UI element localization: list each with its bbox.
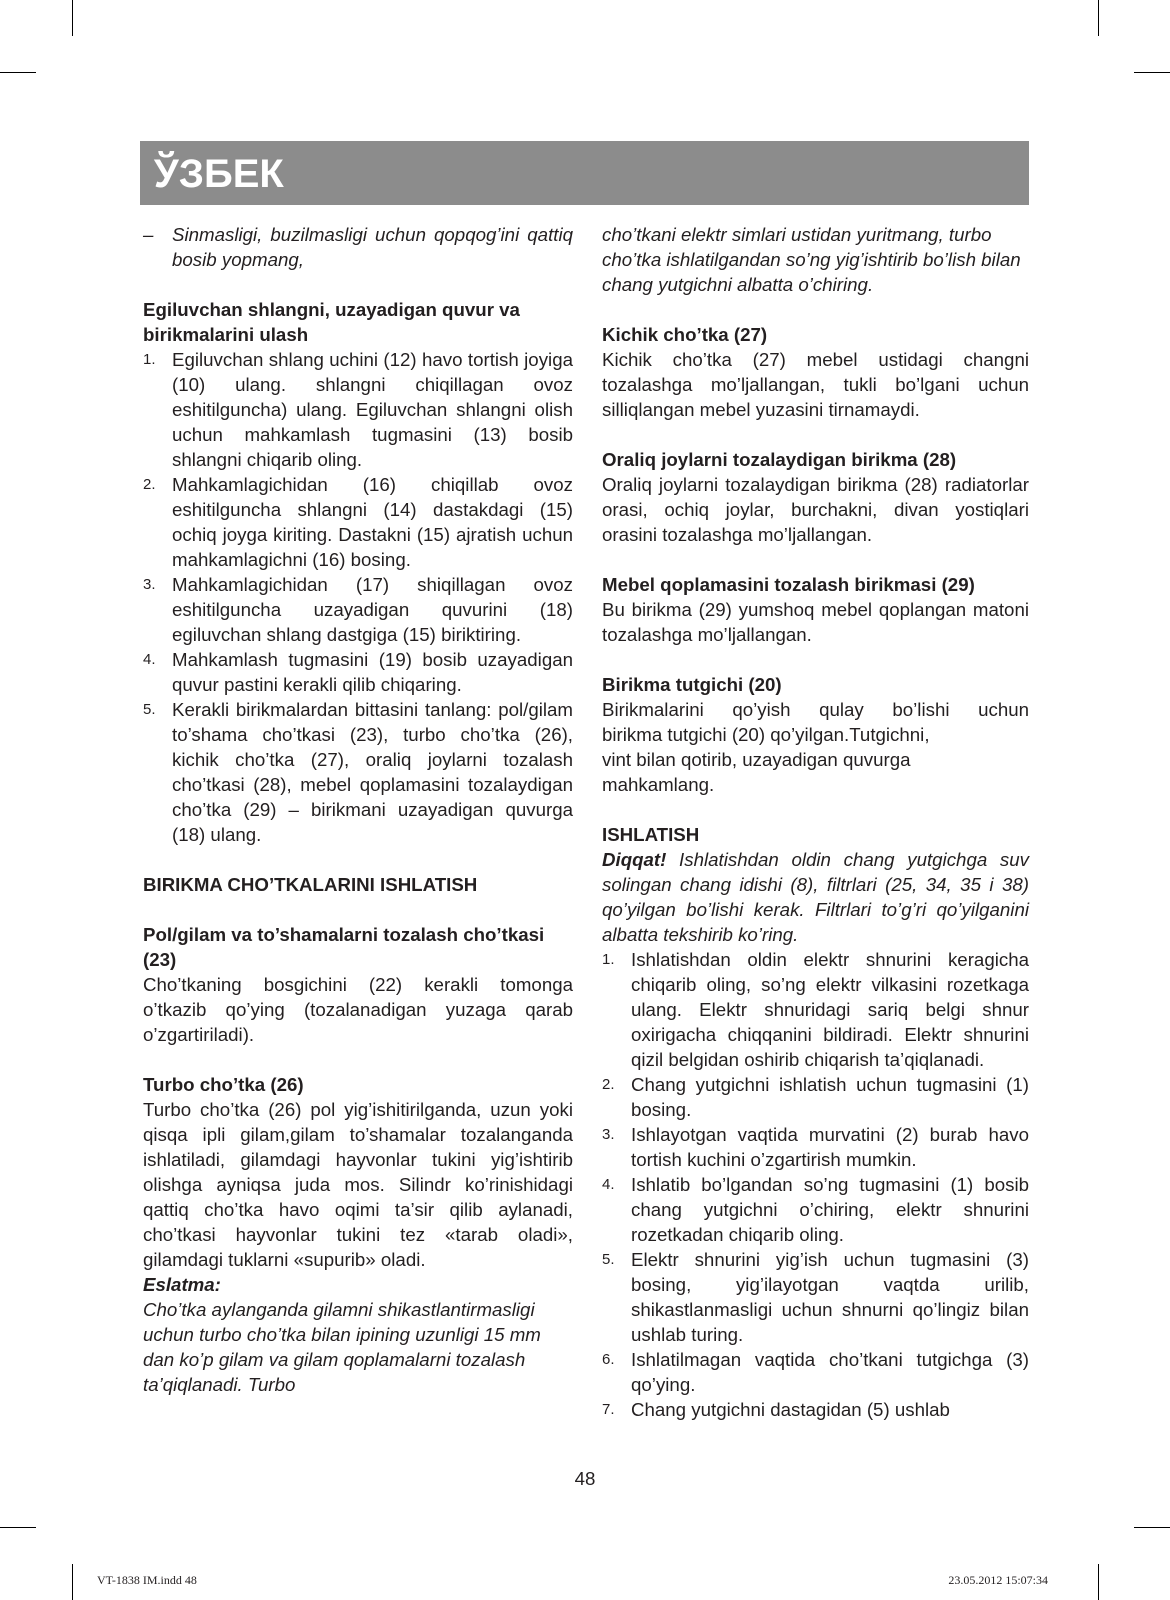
crop-mark	[1134, 72, 1170, 73]
paragraph: Cho’tkaning bosgichini (22) kerakli tomonga o’tkazib qo’ying (tozalanadigan yuzaga qarab o’zgartiriladi).	[143, 974, 573, 1045]
list-item	[602, 1072, 1029, 1122]
paragraph: Kichik cho’tka (27) mebel ustidagi changni tozalashga mo’ljallangan, tukli bo’lgani uchun silliqlangan mebel yuzasini tirnamaydi.	[602, 349, 1029, 420]
list-number: 6.	[602, 1351, 615, 1368]
list-number: 5.	[602, 1251, 615, 1268]
numbered-list	[602, 947, 1029, 1422]
list-item-text: Kerakli birikmalardan bittasini tanlang: pol/gilam to’shama cho’tkasi (23), turbo cho’tka (26), kichik cho’tka (27), oraliq joylarni tozalash cho’tkasi (28), mebel qoplamasini tozalaydigan cho’tka (29) – birikmani uzayadigan quvurga (18) ulang.	[172, 699, 573, 845]
crop-mark	[0, 1527, 36, 1528]
right-column	[602, 222, 1029, 1422]
list-number: 3.	[143, 576, 156, 593]
paragraph-line: vint bilan qotirib, uzayadigan quvurga	[602, 749, 911, 770]
list-item-text: Ishlatishdan oldin elektr shnurini keragicha chiqarib oling, so’ng elektr vilkasini rozetkaga ulang. Elektr shnuridagi sariq belgi shnur oxirigacha chiqqanini bildiradi. Elektr shnurini qizil belgidan oshirib chiqarish ta’qiqlanadi.	[631, 949, 1029, 1070]
warning-label: Diqqat!	[602, 849, 667, 870]
list-item-text: Mahkamlagichidan (17) shiqillagan ovoz eshitilguncha uzayadigan quvurini (18) egiluvchan shlang dastgiga (15) biriktiring.	[172, 574, 573, 645]
list-item	[602, 1397, 1029, 1422]
list-item	[143, 697, 573, 847]
section-heading: Turbo cho’tka (26)	[143, 1074, 304, 1095]
dash-item	[143, 222, 573, 272]
list-item-text: Chang yutgichni ishlatish uchun tugmasini (1) bosing.	[631, 1074, 1029, 1120]
list-number: 5.	[143, 701, 156, 718]
warning-paragraph	[602, 847, 1029, 947]
list-item	[143, 572, 573, 647]
section-heading: Kichik cho’tka (27)	[602, 324, 768, 345]
note-label: Eslatma:	[143, 1274, 221, 1295]
list-item	[143, 472, 573, 572]
crop-mark	[72, 0, 73, 36]
paragraph-line: mahkamlang.	[602, 774, 715, 795]
list-item-text: Chang yutgichni dastagidan (5) ushlab	[631, 1399, 950, 1420]
note-continuation: cho’tkani elektr simlari ustidan yuritmang, turbo cho’tka ishlatilgandan so’ng yig’ishtirib bo’lish bilan chang yutgichni albatta o’chiring.	[602, 224, 1021, 295]
paragraph: Bu birikma (29) yumshoq mebel qoplangan matoni tozalashga mo’ljallangan.	[602, 599, 1029, 645]
list-item	[143, 647, 573, 697]
page-title: ЎЗБЕК	[154, 152, 284, 196]
list-item-text: Ishlatilmagan vaqtida cho’tkani tutgichga (3) qo’ying.	[631, 1349, 1029, 1395]
list-item-text: Mahkamlagichidan (16) chiqillab ovoz eshitilguncha shlangni (14) dastakdagi (15) ochiq joyga kiriting. Dastakni (15) ajratish uchun mahkamlagichni (16) bosing.	[172, 474, 573, 570]
dash-item-text: Sinmasligi, buzilmasligi uchun qopqog’ini qattiq bosib yopmang,	[172, 224, 573, 270]
list-item-text: Ishlatib bo’lgandan so’ng tugmasini (1) bosib chang yutgichni o’chiring, elektr shnurini rozetkadan chiqarib oling.	[631, 1174, 1029, 1245]
section-heading: Birikma tutgichi (20)	[602, 674, 782, 695]
list-number: 4.	[143, 651, 156, 668]
paragraph: Turbo cho’tka (26) pol yig’ishitirilganda, uzun yoki qisqa ipli gilam,gilam to’shamalar tozalanganda ishlatiladi, gilamdagi hayvonlar tukini yig’ishtirib olishga ayniqsa juda mos. Silindr ko’rinishidagi qattiq cho’tka havo oqimi ta’sir qilib aylanadi, cho’tkasi hayvonlar tukini tez «tarab oladi», gilamdagi tuklarni «supurib» oladi.	[143, 1099, 573, 1270]
list-number: 1.	[143, 351, 156, 368]
list-item-text: Egiluvchan shlang uchini (12) havo tortish joyiga (10) ulang. shlangni chiqillagan ovoz eshitilguncha) ulang. Egiluvchan shlangni olish uchun mahkamlash tugmasini (13) bosib shlangni chiqarib oling.	[172, 349, 573, 470]
section-heading: BIRIKMA CHO’TKALARINI ISHLATISH	[143, 874, 478, 895]
section-heading: Oraliq joylarni tozalaydigan birikma (28)	[602, 449, 957, 470]
list-item-text: Ishlayotgan vaqtida murvatini (2) burab havo tortish kuchini o’zgartirish mumkin.	[631, 1124, 1029, 1170]
left-column	[143, 222, 573, 1397]
list-item	[602, 947, 1029, 1072]
section-heading: Pol/gilam va to’shamalarni tozalash cho’tkasi (23)	[143, 924, 545, 970]
list-number: 2.	[602, 1076, 615, 1093]
list-item	[143, 347, 573, 472]
list-number: 4.	[602, 1176, 615, 1193]
crop-mark	[1098, 1564, 1099, 1600]
list-number: 7.	[602, 1401, 615, 1418]
crop-mark	[72, 1564, 73, 1600]
date-slug: 23.05.2012 15:07:34	[948, 1573, 1048, 1587]
paragraph-line: birikma tutgichi (20) qo’yilgan.Tutgichni,	[602, 724, 930, 745]
file-slug: VT-1838 IM.indd 48	[97, 1573, 197, 1587]
paragraph-line: Birikmalarini qo’yish qulay bo’lishi uchun	[602, 699, 1029, 720]
note-text: Cho’tka aylanganda gilamni shikastlantirmasligi uchun turbo cho’tka bilan ipining uzunligi 15 mm dan ko’p gilam va gilam qoplamalarni tozalash ta’qiqlanadi. Turbo	[143, 1299, 541, 1395]
list-number: 2.	[143, 476, 156, 493]
section-heading: Egiluvchan shlangni, uzayadigan quvur va birikmalarini ulash	[143, 299, 520, 345]
crop-mark	[1134, 1527, 1170, 1528]
list-number: 3.	[602, 1126, 615, 1143]
crop-mark	[0, 72, 36, 73]
list-item	[602, 1122, 1029, 1172]
list-number: 1.	[602, 951, 615, 968]
section-heading: ISHLATISH	[602, 824, 700, 845]
list-item	[602, 1247, 1029, 1347]
page-number: 48	[574, 1468, 596, 1489]
paragraph: Oraliq joylarni tozalaydigan birikma (28) radiatorlar orasi, ochiq joylar, burchakni, divan yostiqlari orasini tozalashga mo’ljallangan.	[602, 474, 1029, 545]
paragraph	[602, 697, 1029, 797]
list-item	[602, 1172, 1029, 1247]
section-heading: Mebel qoplamasini tozalash birikmasi (29)	[602, 574, 975, 595]
language-banner	[140, 141, 1029, 205]
warning-text: Ishlatishdan oldin chang yutgichga suv solingan chang idishi (8), filtrlari (25, 34, 35 i 38) qo’yilgan bo’lishi kerak. Filtrlari to’g’ri qo’yilganini albatta tekshirib ko’ring.	[602, 849, 1029, 945]
dash-marker: –	[143, 224, 154, 245]
list-item-text: Mahkamlash tugmasini (19) bosib uzayadigan quvur pastini kerakli qilib chiqaring.	[172, 649, 573, 695]
list-item	[602, 1347, 1029, 1397]
crop-mark	[1098, 0, 1099, 36]
numbered-list	[143, 347, 573, 847]
list-item-text: Elektr shnurini yig’ish uchun tugmasini (3) bosing, yig’ilayotgan vaqtda urilib, shikastlanmasligi uchun shnurni qo’lingiz bilan ushlab turing.	[631, 1249, 1029, 1345]
